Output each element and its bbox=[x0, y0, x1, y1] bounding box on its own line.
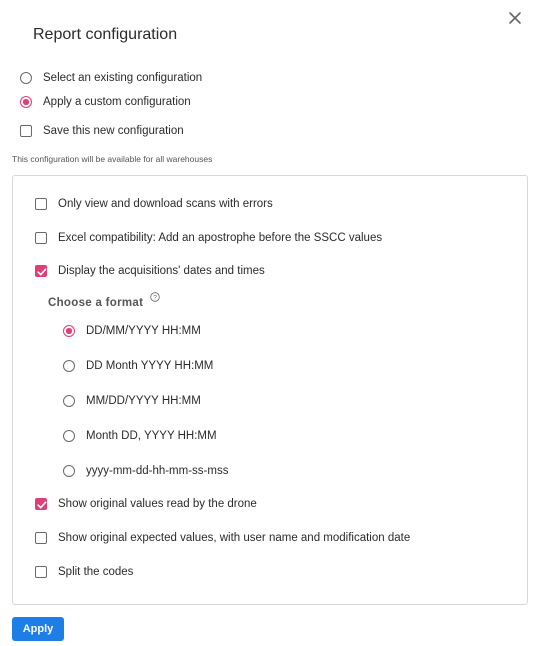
checkbox-errors-only[interactable] bbox=[35, 198, 273, 210]
format-heading: Choose a format bbox=[48, 297, 144, 309]
checkbox-expected-values[interactable] bbox=[35, 532, 410, 544]
apply-button[interactable]: Apply bbox=[12, 617, 64, 641]
checkbox-save-configuration[interactable] bbox=[20, 125, 184, 137]
radio-label: yyyy-mm-dd-hh-mm-ss-mss bbox=[86, 465, 229, 477]
checkbox[interactable] bbox=[35, 566, 47, 578]
radio-button[interactable] bbox=[63, 430, 75, 442]
radio-format-ddmmyyyy[interactable] bbox=[63, 325, 201, 337]
radio-button[interactable] bbox=[63, 465, 75, 477]
radio-label: Apply a custom configuration bbox=[43, 96, 191, 108]
radio-button[interactable] bbox=[63, 325, 75, 337]
dialog-title: Report configuration bbox=[33, 26, 178, 43]
checkbox-checked[interactable] bbox=[35, 265, 47, 277]
radio-format-dd-month-yyyy[interactable] bbox=[63, 360, 213, 372]
save-configuration-note: This configuration will be available for all warehouses bbox=[12, 154, 213, 164]
checkbox[interactable] bbox=[35, 532, 47, 544]
checkbox-label: Show original values read by the drone bbox=[58, 498, 257, 510]
checkbox-label: Excel compatibility: Add an apostrophe before the SSCC values bbox=[58, 232, 383, 244]
radio-format-iso[interactable] bbox=[63, 465, 228, 477]
radio-custom-configuration[interactable] bbox=[20, 96, 191, 108]
checkbox[interactable] bbox=[35, 232, 47, 244]
radio-button[interactable] bbox=[20, 96, 32, 108]
radio-label: MM/DD/YYYY HH:MM bbox=[86, 395, 201, 407]
checkbox-excel-compatibility[interactable] bbox=[35, 232, 382, 244]
checkbox-checked[interactable] bbox=[35, 498, 47, 510]
radio-label: DD Month YYYY HH:MM bbox=[86, 360, 214, 372]
radio-format-mmddyyyy[interactable] bbox=[63, 395, 201, 407]
checkbox-label: Split the codes bbox=[58, 566, 134, 578]
radio-button[interactable] bbox=[20, 72, 32, 84]
checkmark-icon bbox=[36, 499, 48, 511]
checkbox-drone-values[interactable] bbox=[35, 498, 257, 510]
radio-button[interactable] bbox=[63, 360, 75, 372]
checkbox-label: Only view and download scans with errors bbox=[58, 198, 273, 210]
checkmark-icon bbox=[36, 266, 48, 278]
checkbox-display-dates[interactable] bbox=[35, 265, 265, 277]
radio-label: Month DD, YYYY HH:MM bbox=[86, 430, 217, 442]
svg-text:?: ? bbox=[153, 294, 157, 302]
checkbox[interactable] bbox=[20, 125, 32, 137]
checkbox[interactable] bbox=[35, 198, 47, 210]
checkbox-label: Show original expected values, with user name and modification date bbox=[58, 532, 411, 544]
close-icon[interactable] bbox=[506, 9, 524, 27]
radio-format-month-dd-yyyy[interactable] bbox=[63, 430, 217, 442]
radio-existing-configuration[interactable] bbox=[20, 72, 202, 84]
radio-label: Select an existing configuration bbox=[43, 72, 203, 84]
checkbox-label: Display the acquisitions' dates and times bbox=[58, 265, 265, 277]
help-icon[interactable] bbox=[150, 292, 160, 302]
checkbox-label: Save this new configuration bbox=[43, 125, 184, 137]
checkbox-split-codes[interactable] bbox=[35, 566, 133, 578]
radio-label: DD/MM/YYYY HH:MM bbox=[86, 325, 201, 337]
radio-button[interactable] bbox=[63, 395, 75, 407]
